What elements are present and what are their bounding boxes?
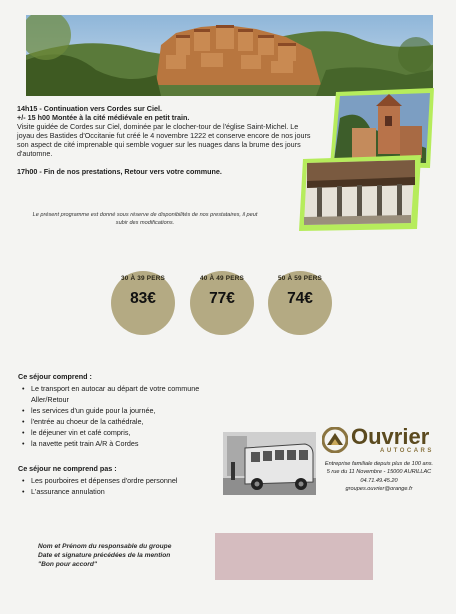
list-item: • le déjeuner vin et café compris, (31, 427, 233, 438)
program-end: 17h00 - Fin de nos prestations, Retour vers votre commune. (17, 166, 222, 176)
company-phone: 04.71.49.45.20 (360, 477, 398, 484)
signature-instructions (38, 543, 218, 569)
price-value: 83€ (130, 290, 156, 307)
price-value: 77€ (209, 290, 235, 307)
market-hall-photo (299, 155, 423, 231)
hero-village-image (26, 15, 433, 96)
included-title: Ce séjour comprend : (18, 372, 92, 381)
signature-line-3: "Bon pour accord" (38, 560, 98, 568)
list-item: • les services d'un guide pour la journée, (31, 405, 233, 416)
price-circle-50-59 (268, 271, 332, 335)
excluded-title: Ce séjour ne comprend pas : (18, 464, 117, 473)
price-circle-40-49 (190, 271, 254, 335)
logo-mark-icon (322, 427, 348, 453)
signature-line-2: Date et signature précédées de la mention (38, 551, 171, 559)
logo-name: Ouvrier (351, 424, 430, 449)
ouvrier-logo (322, 425, 434, 457)
program-visit-text: Visite guidée de Cordes sur Ciel, dominée par le clocher-tour de l'église Saint-Michel. Le joyau des Bastides d'Occitanie fut créé le 4 novembre 1222 et conserve encore de nos jours son aspect de cité imprenable qui semble voguer sur les nuages dans la brume des jours d'automne. (17, 122, 311, 159)
program-description (17, 104, 317, 176)
list-item: • L'assurance annulation (31, 486, 233, 497)
company-address: 5 rue du 11 Novembre - 15000 AURILLAC (326, 469, 432, 476)
company-tagline: Entreprise familiale depuis plus de 100 ans. (324, 461, 434, 467)
program-time-1: 14h15 - Continuation vers Cordes sur Ciel. (17, 104, 162, 113)
company-info (318, 460, 440, 493)
price-value: 74€ (287, 290, 313, 307)
price-label: 50 À 59 PERS (278, 275, 322, 282)
disclaimer-text: Le présent programme est donné sous réserve de disponibilités de nos prestataires, il peut subir des modifications. (32, 212, 258, 226)
included-list (18, 383, 233, 449)
included-section (18, 371, 233, 449)
list-item: • la navette petit train A/R à Cordes (31, 438, 233, 449)
list-item: • Le transport en autocar au départ de votre commune Aller/Retour (31, 383, 233, 405)
company-email: groupes.ouvrier@orange.fr (345, 485, 413, 492)
signature-box[interactable] (215, 533, 373, 580)
list-item: • l'entrée au choeur de la cathédrale, (31, 416, 233, 427)
price-circle-30-39 (111, 271, 175, 335)
vintage-bus-photo (223, 432, 316, 495)
program-time-2: +/- 15 h00 Montée à la cité médiévale en petit train. (17, 113, 190, 123)
excluded-section (18, 463, 233, 497)
price-label: 40 À 49 PERS (200, 275, 244, 282)
list-item: • Les pourboires et dépenses d'ordre personnel (31, 475, 233, 486)
logo-subtitle: AUTOCARS (380, 448, 434, 454)
signature-line-1: Nom et Prénom du responsable du groupe (38, 543, 172, 550)
excluded-list (18, 475, 233, 497)
price-label: 30 À 39 PERS (121, 275, 165, 282)
